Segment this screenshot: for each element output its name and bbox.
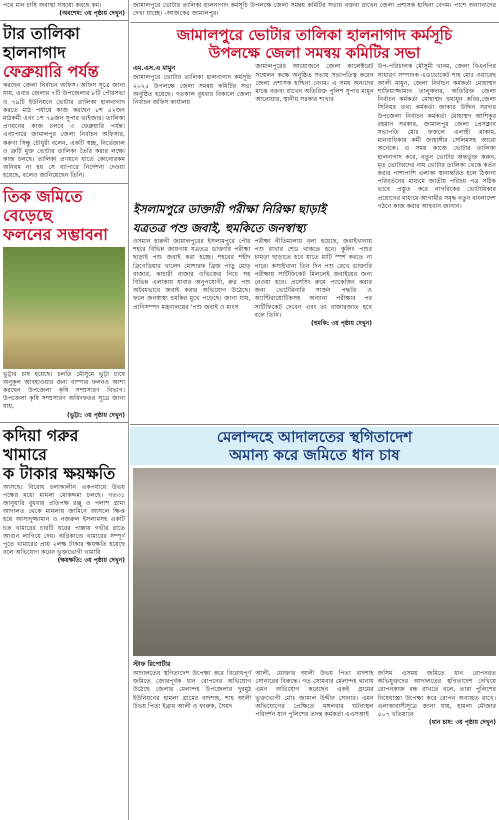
divider [0,422,128,423]
photo-credit: স্টাফ রিপোর্টার [133,660,171,668]
left-headline-1 [0,23,128,82]
story-1-col-2 [255,63,373,211]
left-headline-1-line-1: টার তালিকা হালনাগাদ [3,24,80,63]
story-1-col-3 [378,63,496,211]
left-headline-2-line-2: ফলনের সম্ভাবনা [3,224,108,244]
left-headline-3 [0,425,128,484]
story-1 [130,63,499,211]
byline: এম.এস.এ মামুন [133,64,176,73]
left-story-3-continuation: (ক্ষয়ক্ষতি: ৩য় পৃষ্ঠায় দেখুন) [57,557,125,565]
story-2-continuation: (হুমকি: ৩য় পৃষ্ঠায় দেখুন) [310,320,372,328]
main-column [130,0,499,820]
story-3-text-3: জসিম এসময় জমিতে ধান রোপনরত অভিযুক্তদের আদালতের স্থগিতাদেশ দেখিয়ে রোপনকাজ বন্ধ রাখতে বলে, তারা পুলিশের নিষেধাজ্ঞা উপেক্ষা করে রোপন অব্যাহত রাখে। এলাকাবাসীসূত্রে জানা যায়, হামলা মৌজার ৫০৭ খতিয়ানে [377,670,496,719]
story-1-col-1 [133,63,251,211]
left-story-3: আসছে। বিরোধ চলাকালীন একপর্যায়ে উভয় পক্ষের মধ্যে মামলা মোকদ্দমা চলছে। গত৩১ জানুয়ারি বুধবার প্রতিপক্ষ রঞ্জু ও পলাশ গ্রামা আদালত থেকে মামলায় জামিনে আসলে ক্ষিপ্ত হয়ে আসাদুজ্জামান ও নজরুল ইসলামসহ একটি চক্র খামারের চারটি ঘরের পাল্লায় গভীর রাতে আগুন লাগিয়ে দেয়। অগ্নিকাণ্ডে খামারের সম্পূর্ণ পুড়ে খামারের প্রায় ২লক্ষ টাকার ক্ষয়ক্ষতি হয়েছে বলে অভিযোগ করেন ভুক্তভোগী খামারি [3,483,125,557]
story-2 [130,200,375,328]
story-3-cols [130,670,499,719]
story-3-text-1: আদালতের স্থগিতাদেশ উপেক্ষা করে বিরোধপূর্ণ জমিতে জোরপূর্বক ধান রোপনের অভিযোগ উঠেছে জেলার মেলান্দহ উপজেলার দুরমুঠ ইউনিয়নের হামলা গ্রামের বাদশাহ, শাহ আলী উভয় পিতা ইব্রাম আলী ও ফারুক, সৈয়দ [133,670,252,710]
main-headline-1 [130,25,499,63]
left-headline-2 [0,186,128,245]
story-3-text-2: আলী, মোক্তার আলী উভয় পিতা বাদশাহ সোনারের বিরুদ্ধে। গত সোমবার মেলান্দহ থানায় এমন অভিযোগ করেছেন একই গ্রামের ভুক্তভোগী মোঃ জামাল উদ্দীন সোনার। এমন অভিযোগের প্রেক্ষিতে মঙ্গলবার ঘটনাস্থল পরিদর্শন যান পুলিশের তদন্ত কর্মকর্তা এএসআই [255,670,374,719]
left-column [0,0,129,820]
divider [130,22,499,23]
left-headline-1-line-2: ফেব্রুয়ারি পর্যন্ত [3,62,99,82]
divider [130,424,499,425]
left-headline-2-line-1: তিক জমিতে বেড়েছে [3,186,83,225]
left-headline-3-line-1: কদিয়া গরুর খামারে [3,425,79,464]
story-2-cols [130,238,375,320]
left-story-2-continuation: (ভুট্টা: ৩য় পৃষ্ঠায় দেখুন) [67,411,125,419]
story-3-continuation: (ধান চাষ: ৩য় পৃষ্ঠায় দেখুন) [428,719,496,727]
left-headline-3-line-2: ক টাকার ক্ষয়ক্ষতি [3,463,116,483]
photo-caption-top: জামালপুরে ভোটার তালিকা হালনাগাদ কর্মসূচি উপলক্ষে জেলা সমন্বয় কমিটির সভায় বক্তব্য রাখেন জেলা প্রশাসক হাছিনা বেগম। পাশে অন্যান্যদের দেখা যাচ্ছে। -আজকের জামালপুর। [133,2,496,18]
divider [0,20,128,21]
left-story-2: ভুট্টার চাষ হয়েছে। চলতি মৌসুমে ভুট্টা চাষে অনুকূল আবহাওয়ার জন্য বাম্পার ফলনও আশা করছেন উপজেলা কৃষি সম্প্রসারণ বিভাগ। উপজেলা কৃষি সম্প্রসারণ অধিদফতর সূত্রে জানা যায়, [3,370,125,411]
story-1-text-2: জামালপুরের আয়োজনে জেলা কালেক্টরেট সম্মেলন কক্ষে অনুষ্ঠিত সভায় সভাপতিত্ব করেন জেলা প্রশাসক হাছিনা বেগম। এ সময় অন্যদের মাঝে বক্তব্য রাখেন অতিরিক্ত পুলিশ সুপার মামুন আনোয়ার, স্থানীয় সরকার শাখার [255,63,374,104]
main-headline-3-line-1: মেলান্দহে আদালতের স্থগিতাদেশ [216,428,413,446]
left-top-snippet: পথে মান চাষি অবাস্থা সাহায্য করছে কম। [3,2,102,9]
divider [0,183,128,184]
paddy-field-photo [133,468,496,656]
story-1-text-1: জামালপুরে ভোটার তালিকা হালনাগাদ কর্মসূচি ২০২৫ উপলক্ষে জেলা সমন্বয় কমিটির সভা অনুষ্ঠিত হয়েছে। গতকাল বুধবার বিকালে জেলা নির্বাচন অফিস কার্যালয় [133,74,252,107]
main-headline-3 [130,427,499,465]
story-1-text-3: উপ-পরিচালক মৌসুমী খানম, জেলা বিএনপির সাধারণ সম্পাদক এডভোকেট শাহ মোঃ ওয়ারেছ আলী মামুন, জেলা নির্বাচন কর্মকর্তা মোহাম্মদ শাফিয়াজ্জামান তালুকদার, অতিরিক্ত জেলা নির্বাচন কর্মকর্তা মোহাম্মদ হুমায়ুন কবির,জেলা সিনিয়র তথ্য কর্মকর্তা জাকার উদ্দিন সরদার উপজেলা নির্বাচন কর্মকর্তা মোহাম্মদ আশিকুর রহমান সরকার, জামালপুর জেলা প্রেসক্লাব সভাপতি মোঃ ফজলে এলাহী মাকাম, মানবাধিকার কর্মী জাহাঙ্গীর সেলিমসহ আরো অনেকে। এ সময় কাজে ভোটার তালিকা হালনাগাদ করে, নতুন ভোটার অন্তর্ভুক্ত করুন, মৃত ভোটারদের নাম ভোটার তালিকা থেকে কর্তন করার পাশাপাশি এলাকা স্থানান্তরিত হলে ঠিকানা পরিবর্তনের মাধ্যমে জাতীয় পরিচয় পত্র সঠিক ভাবে প্রস্তুত করে নাগরিকের ভোটাধিকার প্রয়োগের মাধ্যমে আগামীর সমৃদ্ধ নতুন বাংলাদেশ গঠনে কাজ করার আহবান জানান। [377,63,496,210]
left-top-continuation: (অবশেষ: ৩য় পৃষ্ঠায় দেখুন) [59,10,125,18]
main-headline-1-line-2: উপলক্ষে জেলা সমন্বয় কমিটির সভা [208,44,421,63]
maize-field-photo [3,247,125,369]
story-3 [130,422,499,727]
left-story-1: করছেন জেলা নির্বাচন অফিস। অফিস সূত্রে জানা যায়, এবার জেলার ৭টি উপজেলার ৮টি পৌরসভা ও ৭৯টি ইউনিয়নে ভোটার তালিকা হালনাগাদ করতে মাঠ পর্যায়ে কাজ করছেন ৮শ ৫২জন মাঠকর্মী এবং ১শ ৭৯জন সুপার ভাইজার। তালিকা প্রণয়নের কাজ চলবে ৩ ফেব্রুয়ারি পর্যন্ত। এব্যাপারে জামালপুর জেলা নির্বাচন অফিসার, করুণা সিন্ধু চৌধুরী বলেন, একটি স্বচ্ছ, নির্ভেজাল ও ত্রুটি মুক্ত ভোটার তালিকা তৈরি করার লক্ষ্যে কাজ চলছে। তালিকা প্রণয়নে যাতে কোনোরকম অনিয়ম না হয় সে ব্যাপারে নির্দেশনা দেওয়া হয়েছে, বলেও জানিয়েছেন তিনি। [3,82,125,180]
story-2-text-2: পরীক্ষা নীতিমালায় বলা হয়েছে, জবাইখানায় পশু রাখার শেড থাকতে হবে। কুলিং পশুর চামড়া ছাড়াতে হবে যাতে মাটি স্পর্শ করতে না পারে। কসাইখানা তিন দিন পশু রেখে ডাক্তারি পরীক্ষায় সার্টিফিকেট মিললেই জবাইয়ের জন্য নেওয়া হবে। প্রসেসিং রুমে প্যাকেজিং করার জন্য ভেটেরিনারি সার্জন পদ্ধতি ও অ্যাণ্টিবায়োটিকসহ অন্যান্য পরীক্ষার পর সার্টিফিকেট দেবেন এবং তা বাজারজাত হবে বলে তিনি। [254,238,372,319]
main-headline-2: ইসলামপুরে ডাক্তারী পরীক্ষা নিরিক্ষা ছাড়াই [133,202,326,216]
main-headline-3-line-2: অমান্য করে জমিতে ধান চাষ [229,446,400,464]
main-headline-2-sub: যত্রতত্র পশু জবাই, হুমকিতে জনস্বাস্থ্য [133,221,306,235]
main-headline-1-line-1: জামালপুরে ভোটার তালিকা হালনাগাদ কর্মসূচি [176,26,453,45]
story-2-text-1: ওসমান হারুনী জামালপুরের ইসলামপুরে পৌর শহরে বিভিন্ন জায়গায় যত্রতত্র ডাক্তারি পরীক্ষা ছাড়াই পশু জবাই করা হচ্ছে। শহরের শহীদ ব্রিগেডিয়ার খালেদ মোশারফ ব্রিজ পাড়ু মোড় বাজার, কাচারী বাজার ওভিজের নিচে সহ বিভিন্ন এলাকায় যাবার অনুপযোগী, রুগ্ন পশু অবৈধভাবে জবাই করার অভিযোগ উঠেছে। ফলে জনস্বাস্থ্য হুমকির মুখে পড়েছে। জানা যায়, প্রাণিসম্পদ মন্ত্রণালয়ের 'পশু জবাই ও মাংস [133,238,251,311]
